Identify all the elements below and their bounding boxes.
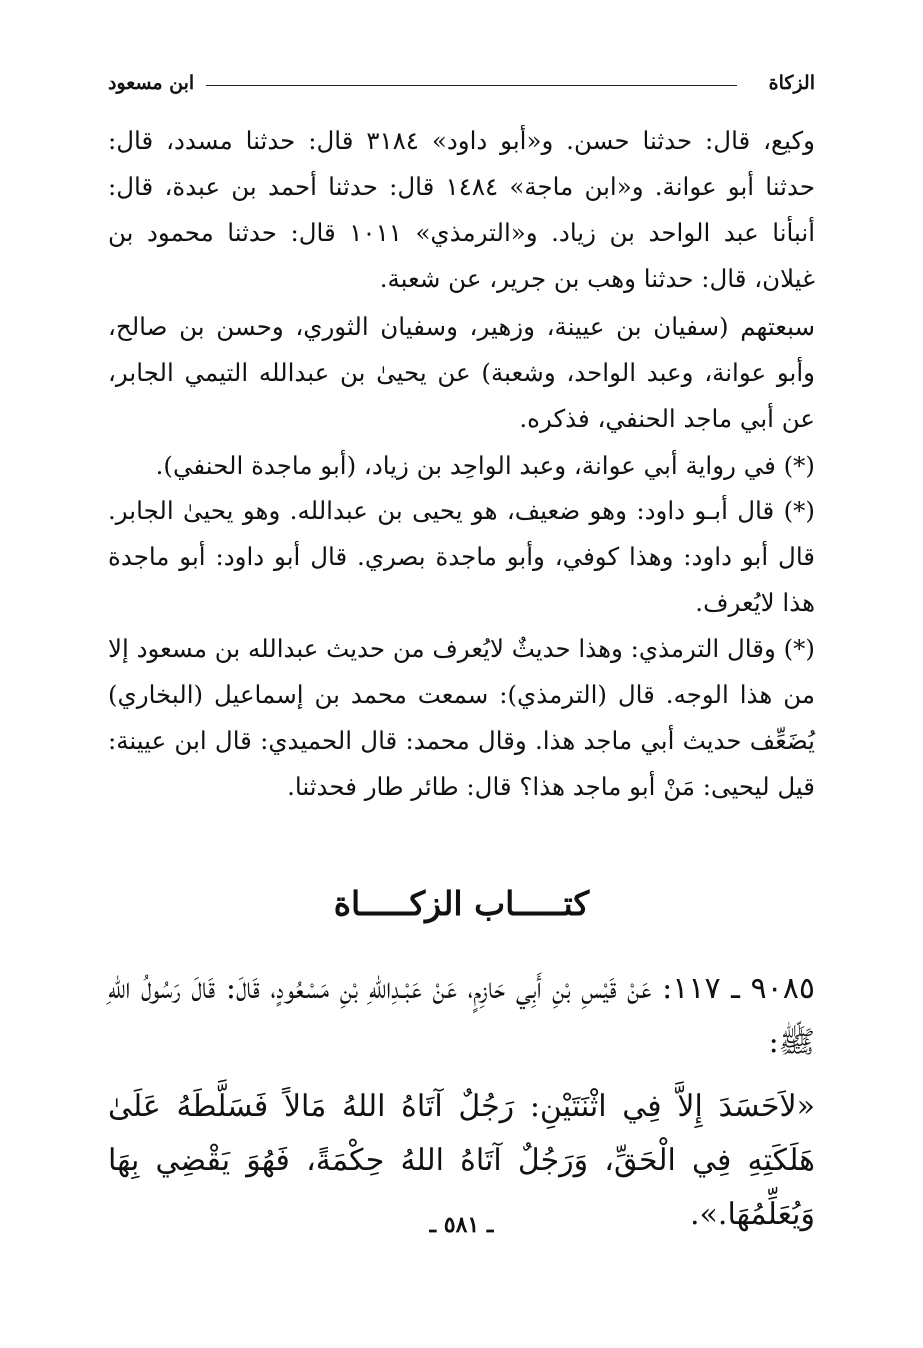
note-mark: (*) <box>783 496 815 525</box>
book-title: كتـــــاب الزكـــــاة <box>333 884 590 923</box>
page-number: ـ ٥٨١ ـ <box>429 1212 494 1238</box>
isnad-paragraph-1: وكيع، قال: حدثنا حسن. و«أبو داود» ٣١٨٤ قال: حدثنا مسدد، قال: حدثنا أبو عوانة. و«ابن ماجة» ١٤٨٤ قال: حدثنا أحمد بن عبدة، قال: أنبأنا عبد الواحد بن زياد. و«الترمذي» ١٠١١ قال: حدثنا محمود بن غيلان، قال: حدثنا وهب بن جرير، عن شعبة. <box>108 126 815 293</box>
header-chapter: الزكاة <box>768 72 815 94</box>
note-2 <box>108 488 815 626</box>
note-text: في رواية أبي عوانة، وعبد الواحِد بن زياد، (أبو ماجدة الحنفي). <box>155 451 776 480</box>
note-text: قال أبـو داود: وهو ضعيف، هو يحيى بن عبدالله. وهو يحيىٰ الجابر. قال أبو داود: وهذا كوفي، وأبو ماجدة بصري. قال أبو داود: أبو ماجدة هذا لايُعرف. <box>108 496 815 617</box>
hadith-isnad: ٩٠٨٥ ـ ١١٧: عَنْ قَيْسِ بْنِ أَبِي حَازِمٍ، عَنْ عَبْـدِاللهِ بْنِ مَسْعُودٍ، قَالَ: قَالَ رَسُولُ اللهِ ﷺ: <box>108 971 815 1060</box>
running-header <box>108 72 815 98</box>
hadith-matn: «لاَحَسَدَ إِلاَّ فِي اثْنَتَيْنِ: رَجُلٌ آتَاهُ اللهُ مَالاً فَسَلَّطَهُ عَلَىٰ هَلَكَتِهِ فِي الْحَقِّ، وَرَجُلٌ آتَاهُ اللهُ حِكْمَةً، فَهُوَ يَقْضِي بِهَا وَيُعَلِّمُهَا.». <box>108 1089 815 1232</box>
note-1 <box>108 443 815 489</box>
isnad-paragraph-2: سبعتهم (سفيان بن عيينة، وزهير، وسفيان الثوري، وحسن بن صالح، وأبو عوانة، وعبد الواحد، وشعبة) عن يحيىٰ بن عبدالله التيمي الجابر، عن أبي ماجد الحنفي، فذكره. <box>108 312 815 433</box>
note-mark: (*) <box>783 634 815 663</box>
note-text: وقال الترمذي: وهذا حديثٌ لايُعرف من حديث عبدالله بن مسعود إلا من هذا الوجه. قال (الترمذي): سمعت محمد بن إسماعيل (البخاري) يُضَعِّف حديث أبي ماجد هذا. وقال محمد: قال الحميدي: قال ابن عيينة: قيل ليحيى: مَنْ أبو ماجد هذا؟ قال: طائر طار فحدثنا. <box>108 634 815 801</box>
note-3 <box>108 626 815 810</box>
header-narrator: ابن مسعود <box>108 72 195 94</box>
header-rule <box>206 85 737 86</box>
note-mark: (*) <box>783 451 815 480</box>
